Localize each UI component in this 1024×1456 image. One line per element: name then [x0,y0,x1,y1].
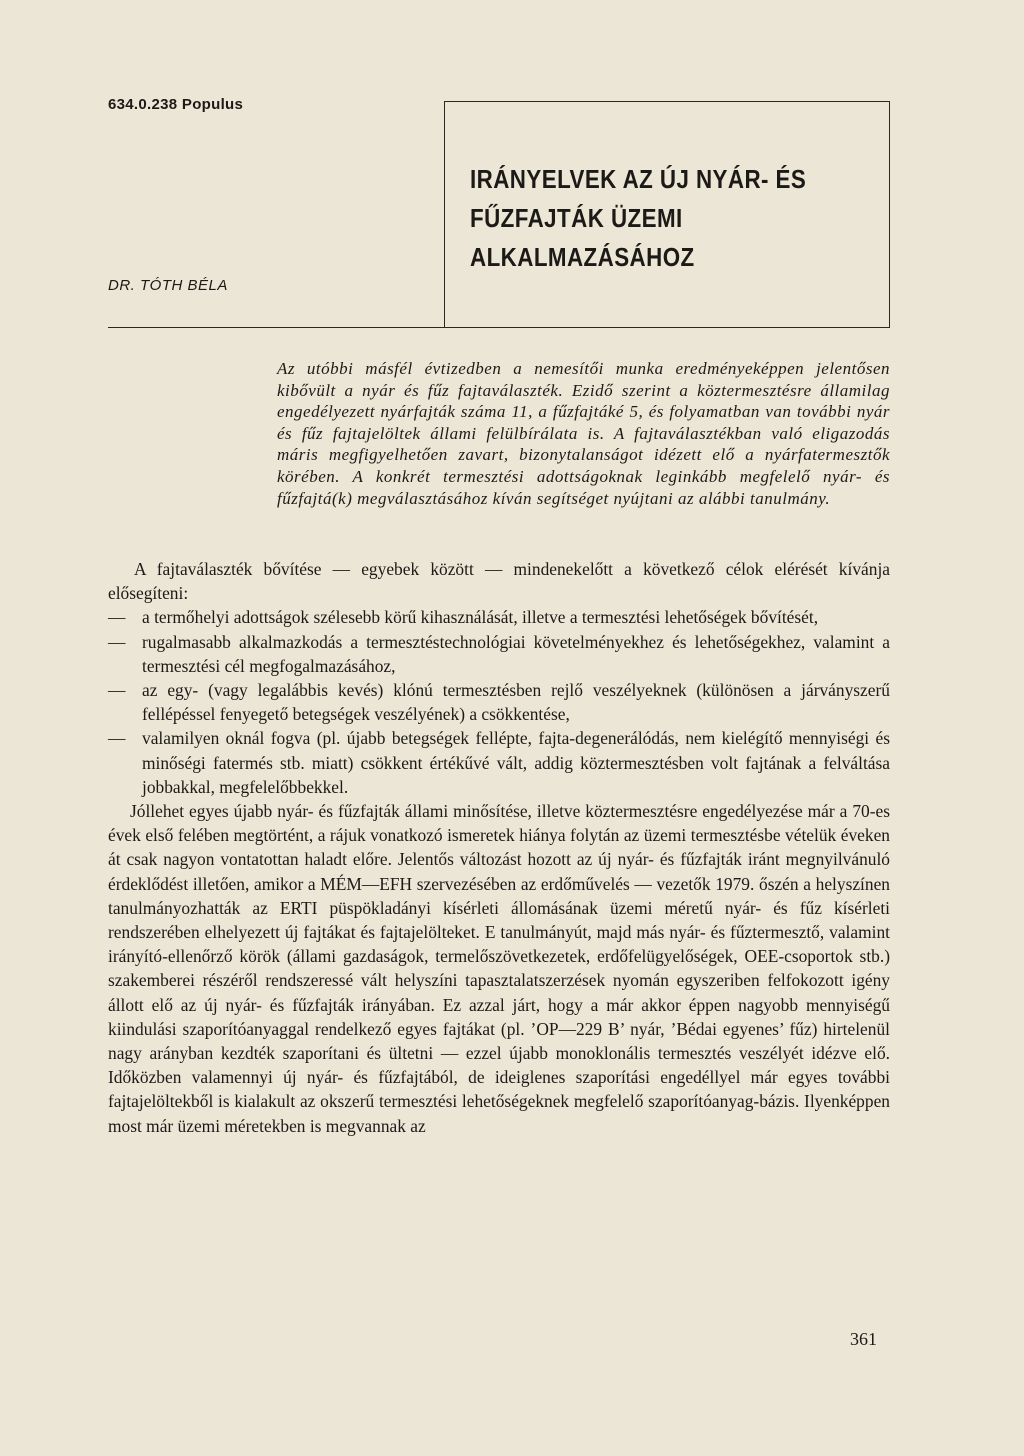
list-item-text: valamilyen oknál fogva (pl. újabb betegségek fellépte, fajta-degenerálódás, nem kielégítő mennyiségi és minőségi fatermés stb. miatt) csökkent értékűvé vált, addig köztermesztésben volt fajtának a felváltása jobbakkal, megfelelőbbekkel. [142,728,890,797]
page-number: 361 [850,1329,877,1349]
intro-paragraph: A fajtaválaszték bővítése — egyebek között — mindenekelőtt a következő célok elérését kívánja elősegíteni: [108,559,890,604]
list-item-text: rugalmasabb alkalmazkodás a termesztéstechnológiai követelményekhez és lehetőségekhez, valamint a termesztési cél megfogalmazásához, [142,631,890,676]
list-item [108,630,890,678]
list-item-text: a termőhelyi adottságok szélesebb körű kihasználását, illetve a termesztési lehetőségek bővítését, [142,607,819,628]
classification-code: 634.0.238 Populus [108,96,244,113]
list-item-text: az egy- (vagy legalábbis kevés) klónú termesztésben rejlő veszélyeknek (különösen a járványszerű fellépéssel fenyegető betegségek veszélyének) a csökkentése, [142,680,890,725]
dash-marker: — [108,607,126,628]
title-line: IRÁNYELVEK AZ ÚJ NYÁR- ÉS [470,164,807,194]
title-box-left-rule [444,101,445,328]
body-text [108,557,890,1138]
header-bottom-rule [108,327,890,328]
dash-marker: — [108,680,126,701]
author-name: DR. TÓTH BÉLA [108,277,228,294]
dash-marker: — [108,728,126,749]
list-item [108,678,890,726]
list-item [108,726,890,799]
list-item [108,605,890,629]
dash-marker: — [108,631,126,652]
abstract: Az utóbbi másfél évtizedben a nemesítői munka eredményeképpen jelentősen kibővült a nyár és fűz fajtaválaszték. Ezidő szerint a köztermesztésre államilag engedélyezett nyárfajták száma 11, a fűzfajtáké 5, és folyamatban van további nyár és fűz fajtajelöltek állami felülbírálata is. A fajtaválasztékban való eligazodás máris megfigyelhetően zavart, bizonytalanságot idézett elő a nyárfatermesztők körében. A konkrét termesztési adottságoknak leginkább megfelelő nyár- és fűzfajtá(k) megválasztásához kíván segítséget nyújtani az alábbi tanulmány. [277,359,890,508]
title-line: ALKALMAZÁSÁHOZ [470,242,695,272]
title-box-right-rule [889,101,890,328]
article-title [470,160,814,277]
goals-list [108,605,890,799]
title-line: FŰZFAJTÁK ÜZEMI [470,203,683,233]
title-box-top-rule [444,101,890,102]
body-paragraph: Jóllehet egyes újabb nyár- és fűzfajták állami minősítése, illetve köztermesztésre engedélyezése már a 70-es évek első felében megtörtént, a rájuk vonatkozó ismeretek hiánya folytán az üzemi termesztésbe vételük éveken át csak nagyon vontatottan haladt előre. Jelentős változást hozott az új nyár- és fűzfajták iránt megnyilvánuló érdeklődést illetően, amikor a MÉM—EFH szervezésében az erdőművelés — vezetők 1979. őszén a helyszínen tanulmányozhatták az ERTI püspökladányi kísérleti állomásának üzemi méretű nyár- és fűz kísérleti rendszerében elhelyezett új fajtákat és fajtajelölteket. E tanulmányút, majd más nyár- és fűztermesztő, valamint irányító-ellenőrző körök (állami gazdaságok, termelőszövetkezetek, erdőfelügyelőségek, OEE-csoportok stb.) szakemberei részéről rendszeressé vált helyszíni tapasztalatszerzések nyomán egyszeriben felfokozott igény állott elő az új nyár- és fűzfajták irányában. Ez azzal járt, hogy a már akkor éppen nagyobb mennyiségű kiindulási szaporítóanyaggal rendelkező egyes fajtákat (pl. ’OP—229 B’ nyár, ’Bédai egyenes’ fűz) hirtelenül nagy arányban kezdték szaporítani és ültetni — ezzel újabb monoklonális termesztés veszélyét idézve elő. Időközben valamennyi új nyár- és fűzfajtából, de ideiglenes szaporítási engedéllyel már egyes további fajtajelöltekből is kialakult az okszerű termesztési lehetőségeknek megfelelő szaporítóanyag-bázis. Ilyenképpen most már üzemi méretekben is megvannak az [108,801,890,1136]
